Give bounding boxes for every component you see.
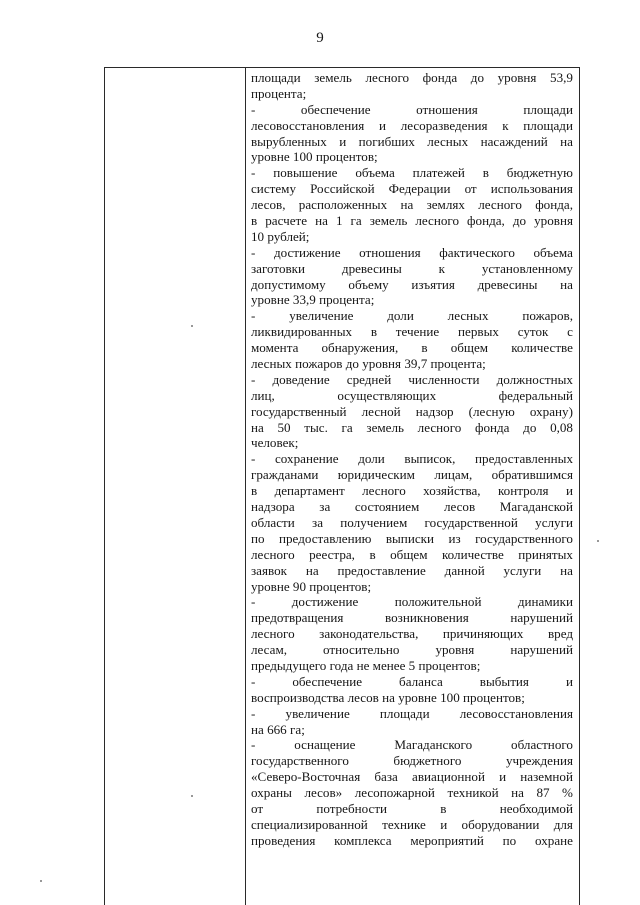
table-column-divider [245, 67, 246, 905]
text-line: человек; [251, 435, 299, 451]
text-line: лесовосстановления и лесоразведения к площади [251, 117, 573, 133]
text-line: государственного бюджетного учреждения [251, 753, 573, 769]
text-line: лесного реестра, в общем количестве принятых [251, 546, 573, 562]
text-line: области за получением государственной услуги [251, 514, 573, 530]
text-line: охраны лесов» лесопожарной техникой на 87 % [251, 785, 573, 801]
text-line: вырубленных и погибших лесных насаждений на [251, 133, 573, 149]
text-line: лесного законодательства, причиняющих вред [251, 626, 573, 642]
text-line: - сохранение доли выписок, предоставленных [251, 451, 573, 467]
text-line: - обеспечение отношения площади [251, 101, 573, 117]
text-line: предотвращения возникновения нарушений [251, 610, 573, 626]
text-line: государственный лесной надзор (лесную охрану) [251, 403, 573, 419]
scan-speck [40, 880, 42, 882]
page-number: 9 [316, 30, 324, 46]
text-line: - увеличение доли лесных пожаров, [251, 308, 573, 324]
text-line: предыдущего года не менее 5 процентов; [251, 657, 481, 673]
text-line: - достижение отношения фактического объема [251, 244, 573, 260]
text-line: на 666 га; [251, 721, 305, 737]
table-text-cell [251, 70, 573, 902]
text-line: уровне 100 процентов; [251, 149, 378, 165]
text-line: по предоставлению выписки из государственного [251, 530, 573, 546]
text-line: - достижение положительной динамики [251, 594, 573, 610]
text-line: лесов, расположенных на землях лесного фонда, [251, 197, 573, 213]
text-line: лесам, относительно уровня нарушений [251, 642, 573, 658]
text-line: на 50 тыс. га земель лесного фонда до 0,08 [251, 419, 573, 435]
text-line: - увеличение площади лесовосстановления [251, 705, 573, 721]
text-line: - повышение объема платежей в бюджетную [251, 165, 573, 181]
text-line: «Северо-Восточная база авиационной и наземной [251, 769, 573, 785]
text-line: систему Российской Федерации от использования [251, 181, 573, 197]
text-line: ликвидированных в течение первых суток с [251, 324, 573, 340]
scan-speck [191, 325, 193, 327]
text-line: проведения комплекса мероприятий по охране [251, 832, 573, 848]
scan-speck [191, 795, 193, 797]
text-line: заготовки древесины к установленному [251, 260, 573, 276]
scan-speck [597, 540, 599, 542]
text-line: специализированной технике и оборудовании для [251, 816, 573, 832]
text-line: гражданами юридическим лицам, обратившимся [251, 467, 573, 483]
text-line: от потребности в необходимой [251, 800, 573, 816]
text-line: лиц, осуществляющих федеральный [251, 387, 573, 403]
text-line: процента; [251, 85, 307, 101]
text-line: площади земель лесного фонда до уровня 53,9 [251, 70, 573, 85]
table-left-cell [105, 67, 245, 905]
text-line: допустимому объему изъятия древесины на [251, 276, 573, 292]
text-line: надзора за состоянием лесов Магаданской [251, 499, 573, 515]
text-line: уровне 33,9 процента; [251, 292, 375, 308]
text-line: в департамент лесного хозяйства, контроля и [251, 483, 573, 499]
text-line: заявок на предоставление данной услуги на [251, 562, 573, 578]
text-line: уровне 90 процентов; [251, 578, 372, 594]
text-line: момента обнаружения, в общем количестве [251, 340, 573, 356]
text-line: - оснащение Магаданского областного [251, 737, 573, 753]
text-line: - доведение средней численности должностных [251, 371, 573, 387]
text-line: 10 рублей; [251, 228, 310, 244]
text-line: лесных пожаров до уровня 39,7 процента; [251, 356, 486, 372]
text-line: - обеспечение баланса выбытия и [251, 673, 573, 689]
text-line: в расчете на 1 га земель лесного фонда, до уровня [251, 213, 573, 229]
text-line: воспроизводства лесов на уровне 100 процентов; [251, 689, 525, 705]
